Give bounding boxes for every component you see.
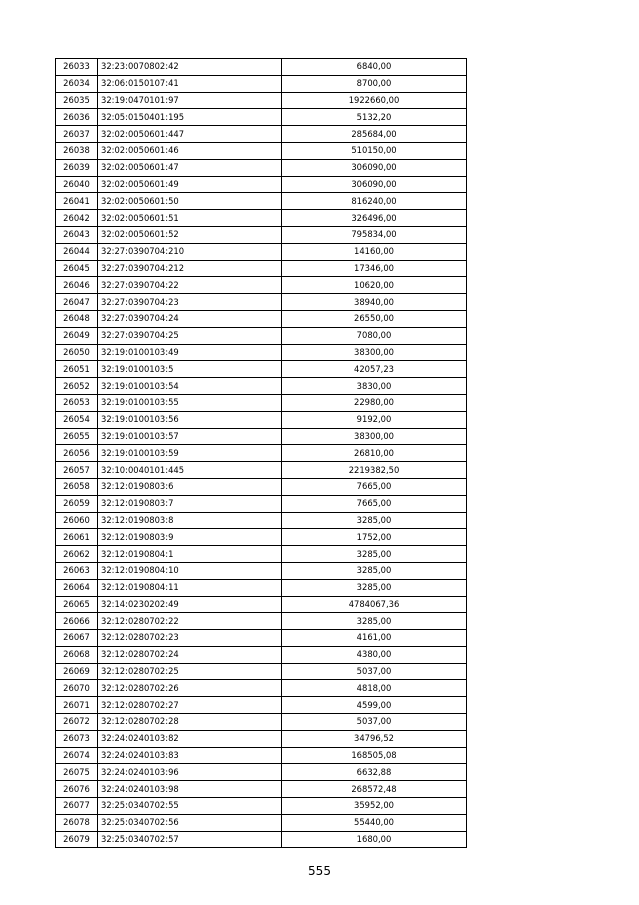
row-number-cell: 26041 [56, 193, 98, 210]
row-number-cell: 26053 [56, 394, 98, 411]
cadastral-value-cell: 306090,00 [282, 159, 467, 176]
row-number-cell: 26060 [56, 512, 98, 529]
row-number-cell: 26034 [56, 75, 98, 92]
table-row [56, 714, 467, 731]
table-row [56, 663, 467, 680]
row-number-cell: 26033 [56, 59, 98, 76]
cadastral-number-cell: 32:06:0150107:41 [98, 75, 282, 92]
row-number-cell: 26056 [56, 445, 98, 462]
table-row [56, 428, 467, 445]
cadastral-number-cell: 32:27:0390704:212 [98, 260, 282, 277]
row-number-cell: 26057 [56, 462, 98, 479]
registry-table [55, 58, 467, 848]
cadastral-value-cell: 816240,00 [282, 193, 467, 210]
row-number-cell: 26064 [56, 579, 98, 596]
table-row [56, 680, 467, 697]
cadastral-number-cell: 32:02:0050601:52 [98, 226, 282, 243]
table-row [56, 546, 467, 563]
table-row [56, 764, 467, 781]
cadastral-value-cell: 26550,00 [282, 310, 467, 327]
row-number-cell: 26075 [56, 764, 98, 781]
table-row [56, 579, 467, 596]
cadastral-number-cell: 32:19:0100103:57 [98, 428, 282, 445]
row-number-cell: 26077 [56, 798, 98, 815]
cadastral-number-cell: 32:12:0190803:8 [98, 512, 282, 529]
cadastral-value-cell: 3285,00 [282, 562, 467, 579]
cadastral-number-cell: 32:27:0390704:210 [98, 243, 282, 260]
row-number-cell: 26074 [56, 747, 98, 764]
cadastral-number-cell: 32:02:0050601:47 [98, 159, 282, 176]
table-row [56, 193, 467, 210]
cadastral-value-cell: 4599,00 [282, 697, 467, 714]
cadastral-number-cell: 32:12:0280702:23 [98, 630, 282, 647]
cadastral-value-cell: 4161,00 [282, 630, 467, 647]
row-number-cell: 26036 [56, 109, 98, 126]
cadastral-number-cell: 32:25:0340702:56 [98, 814, 282, 831]
table-row [56, 310, 467, 327]
table-row [56, 411, 467, 428]
table-row [56, 59, 467, 76]
cadastral-value-cell: 3285,00 [282, 512, 467, 529]
cadastral-value-cell: 2219382,50 [282, 462, 467, 479]
row-number-cell: 26059 [56, 495, 98, 512]
table-row [56, 596, 467, 613]
row-number-cell: 26061 [56, 529, 98, 546]
cadastral-number-cell: 32:12:0190803:7 [98, 495, 282, 512]
table-row [56, 798, 467, 815]
cadastral-value-cell: 4380,00 [282, 646, 467, 663]
table-row [56, 831, 467, 848]
cadastral-value-cell: 5132,20 [282, 109, 467, 126]
row-number-cell: 26042 [56, 210, 98, 227]
cadastral-value-cell: 1752,00 [282, 529, 467, 546]
cadastral-number-cell: 32:19:0100103:5 [98, 361, 282, 378]
table-row [56, 260, 467, 277]
row-number-cell: 26066 [56, 613, 98, 630]
cadastral-value-cell: 55440,00 [282, 814, 467, 831]
cadastral-value-cell: 3285,00 [282, 613, 467, 630]
table-row [56, 747, 467, 764]
row-number-cell: 26051 [56, 361, 98, 378]
row-number-cell: 26078 [56, 814, 98, 831]
table-row [56, 327, 467, 344]
table-row [56, 126, 467, 143]
table-row [56, 109, 467, 126]
cadastral-value-cell: 6632,88 [282, 764, 467, 781]
row-number-cell: 26047 [56, 294, 98, 311]
row-number-cell: 26068 [56, 646, 98, 663]
cadastral-value-cell: 7665,00 [282, 495, 467, 512]
cadastral-number-cell: 32:27:0390704:22 [98, 277, 282, 294]
cadastral-number-cell: 32:24:0240103:82 [98, 730, 282, 747]
row-number-cell: 26045 [56, 260, 98, 277]
table-row [56, 814, 467, 831]
cadastral-number-cell: 32:12:0190804:10 [98, 562, 282, 579]
table-row [56, 176, 467, 193]
registry-table-body [56, 59, 467, 848]
cadastral-value-cell: 34796,52 [282, 730, 467, 747]
row-number-cell: 26046 [56, 277, 98, 294]
cadastral-value-cell: 326496,00 [282, 210, 467, 227]
table-row [56, 781, 467, 798]
row-number-cell: 26039 [56, 159, 98, 176]
cadastral-value-cell: 3285,00 [282, 579, 467, 596]
table-row [56, 294, 467, 311]
cadastral-value-cell: 8700,00 [282, 75, 467, 92]
row-number-cell: 26069 [56, 663, 98, 680]
cadastral-number-cell: 32:12:0280702:26 [98, 680, 282, 697]
row-number-cell: 26055 [56, 428, 98, 445]
cadastral-number-cell: 32:19:0100103:55 [98, 394, 282, 411]
table-row [56, 142, 467, 159]
row-number-cell: 26067 [56, 630, 98, 647]
cadastral-value-cell: 6840,00 [282, 59, 467, 76]
cadastral-value-cell: 3830,00 [282, 378, 467, 395]
cadastral-number-cell: 32:05:0150401:195 [98, 109, 282, 126]
cadastral-number-cell: 32:27:0390704:23 [98, 294, 282, 311]
cadastral-value-cell: 3285,00 [282, 546, 467, 563]
cadastral-number-cell: 32:02:0050601:46 [98, 142, 282, 159]
cadastral-number-cell: 32:14:0230202:49 [98, 596, 282, 613]
cadastral-number-cell: 32:19:0100103:56 [98, 411, 282, 428]
cadastral-value-cell: 5037,00 [282, 663, 467, 680]
cadastral-value-cell: 285684,00 [282, 126, 467, 143]
cadastral-number-cell: 32:02:0050601:447 [98, 126, 282, 143]
cadastral-value-cell: 38940,00 [282, 294, 467, 311]
cadastral-number-cell: 32:12:0280702:28 [98, 714, 282, 731]
table-row [56, 277, 467, 294]
cadastral-number-cell: 32:19:0100103:49 [98, 344, 282, 361]
row-number-cell: 26062 [56, 546, 98, 563]
cadastral-number-cell: 32:19:0100103:59 [98, 445, 282, 462]
cadastral-number-cell: 32:19:0470101:97 [98, 92, 282, 109]
cadastral-number-cell: 32:12:0280702:22 [98, 613, 282, 630]
table-row [56, 562, 467, 579]
cadastral-value-cell: 7665,00 [282, 478, 467, 495]
cadastral-value-cell: 168505,08 [282, 747, 467, 764]
cadastral-value-cell: 22980,00 [282, 394, 467, 411]
row-number-cell: 26065 [56, 596, 98, 613]
cadastral-value-cell: 1922660,00 [282, 92, 467, 109]
cadastral-number-cell: 32:12:0190803:6 [98, 478, 282, 495]
cadastral-value-cell: 17346,00 [282, 260, 467, 277]
cadastral-value-cell: 10620,00 [282, 277, 467, 294]
table-row [56, 243, 467, 260]
row-number-cell: 26052 [56, 378, 98, 395]
row-number-cell: 26048 [56, 310, 98, 327]
table-row [56, 613, 467, 630]
row-number-cell: 26058 [56, 478, 98, 495]
table-row [56, 730, 467, 747]
cadastral-value-cell: 26810,00 [282, 445, 467, 462]
row-number-cell: 26070 [56, 680, 98, 697]
cadastral-value-cell: 42057,23 [282, 361, 467, 378]
row-number-cell: 26050 [56, 344, 98, 361]
row-number-cell: 26043 [56, 226, 98, 243]
cadastral-number-cell: 32:24:0240103:83 [98, 747, 282, 764]
row-number-cell: 26063 [56, 562, 98, 579]
cadastral-number-cell: 32:23:0070802:42 [98, 59, 282, 76]
cadastral-value-cell: 510150,00 [282, 142, 467, 159]
table-row [56, 378, 467, 395]
row-number-cell: 26076 [56, 781, 98, 798]
cadastral-value-cell: 35952,00 [282, 798, 467, 815]
table-row [56, 630, 467, 647]
cadastral-value-cell: 5037,00 [282, 714, 467, 731]
cadastral-number-cell: 32:02:0050601:49 [98, 176, 282, 193]
table-row [56, 462, 467, 479]
table-row [56, 495, 467, 512]
row-number-cell: 26054 [56, 411, 98, 428]
cadastral-value-cell: 268572,48 [282, 781, 467, 798]
cadastral-value-cell: 4784067,36 [282, 596, 467, 613]
row-number-cell: 26049 [56, 327, 98, 344]
cadastral-number-cell: 32:12:0190804:11 [98, 579, 282, 596]
cadastral-value-cell: 14160,00 [282, 243, 467, 260]
table-row [56, 159, 467, 176]
cadastral-number-cell: 32:02:0050601:51 [98, 210, 282, 227]
row-number-cell: 26040 [56, 176, 98, 193]
table-row [56, 92, 467, 109]
table-row [56, 646, 467, 663]
table-row [56, 344, 467, 361]
table-row [56, 210, 467, 227]
cadastral-value-cell: 38300,00 [282, 428, 467, 445]
row-number-cell: 26072 [56, 714, 98, 731]
cadastral-value-cell: 7080,00 [282, 327, 467, 344]
cadastral-number-cell: 32:25:0340702:57 [98, 831, 282, 848]
cadastral-number-cell: 32:27:0390704:25 [98, 327, 282, 344]
cadastral-value-cell: 306090,00 [282, 176, 467, 193]
cadastral-number-cell: 32:12:0280702:27 [98, 697, 282, 714]
cadastral-value-cell: 38300,00 [282, 344, 467, 361]
row-number-cell: 26071 [56, 697, 98, 714]
row-number-cell: 26044 [56, 243, 98, 260]
table-row [56, 529, 467, 546]
cadastral-number-cell: 32:24:0240103:96 [98, 764, 282, 781]
cadastral-number-cell: 32:12:0280702:25 [98, 663, 282, 680]
table-row [56, 478, 467, 495]
row-number-cell: 26035 [56, 92, 98, 109]
cadastral-number-cell: 32:12:0190804:1 [98, 546, 282, 563]
cadastral-value-cell: 1680,00 [282, 831, 467, 848]
cadastral-value-cell: 9192,00 [282, 411, 467, 428]
row-number-cell: 26037 [56, 126, 98, 143]
page-number: 555 [308, 864, 331, 878]
row-number-cell: 26073 [56, 730, 98, 747]
cadastral-number-cell: 32:10:0040101:445 [98, 462, 282, 479]
table-row [56, 361, 467, 378]
table-row [56, 697, 467, 714]
row-number-cell: 26079 [56, 831, 98, 848]
table-row [56, 226, 467, 243]
cadastral-value-cell: 4818,00 [282, 680, 467, 697]
table-row [56, 394, 467, 411]
cadastral-number-cell: 32:12:0190803:9 [98, 529, 282, 546]
row-number-cell: 26038 [56, 142, 98, 159]
cadastral-number-cell: 32:02:0050601:50 [98, 193, 282, 210]
cadastral-number-cell: 32:27:0390704:24 [98, 310, 282, 327]
table-row [56, 512, 467, 529]
table-row [56, 445, 467, 462]
table-row [56, 75, 467, 92]
cadastral-number-cell: 32:24:0240103:98 [98, 781, 282, 798]
cadastral-value-cell: 795834,00 [282, 226, 467, 243]
cadastral-number-cell: 32:25:0340702:55 [98, 798, 282, 815]
cadastral-number-cell: 32:12:0280702:24 [98, 646, 282, 663]
cadastral-number-cell: 32:19:0100103:54 [98, 378, 282, 395]
